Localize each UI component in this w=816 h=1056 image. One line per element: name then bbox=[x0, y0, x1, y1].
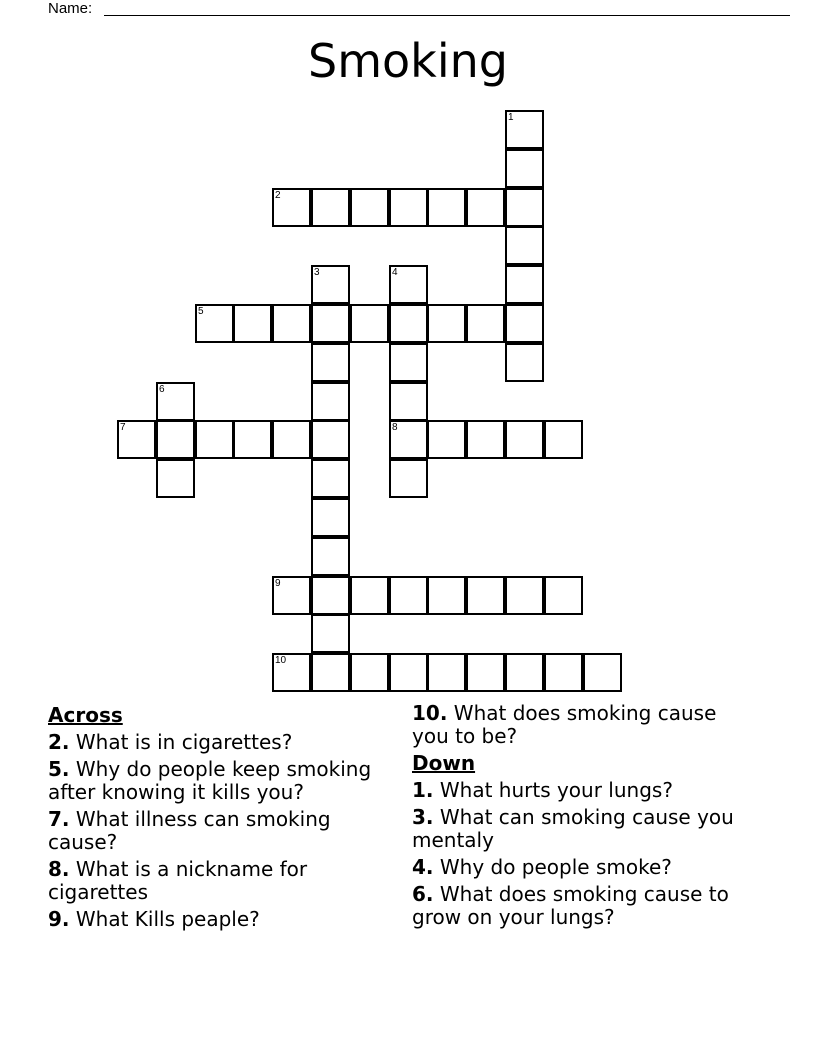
grid-cell[interactable] bbox=[311, 304, 350, 343]
cell-number: 3 bbox=[314, 267, 320, 278]
cell-number: 9 bbox=[275, 578, 281, 589]
grid-cell[interactable] bbox=[505, 420, 544, 459]
cell-number: 7 bbox=[120, 422, 126, 433]
grid-cell[interactable] bbox=[583, 653, 622, 692]
grid-cell[interactable] bbox=[311, 576, 350, 615]
grid-cell[interactable] bbox=[233, 420, 272, 459]
grid-cell[interactable] bbox=[505, 653, 544, 692]
grid-cell[interactable] bbox=[389, 459, 428, 498]
grid-cell[interactable] bbox=[466, 576, 505, 615]
clue-across-9 bbox=[48, 908, 383, 931]
grid-cell[interactable] bbox=[350, 653, 389, 692]
clue-text: Why do people keep smoking after knowing it kills you? bbox=[48, 757, 372, 804]
clue-number: 8. bbox=[48, 857, 70, 881]
clue-down-4 bbox=[412, 856, 757, 879]
grid-cell[interactable] bbox=[505, 149, 544, 188]
grid-cell[interactable] bbox=[156, 382, 195, 421]
grid-cell[interactable] bbox=[427, 304, 466, 343]
grid-cell[interactable] bbox=[311, 614, 350, 653]
clue-across-5 bbox=[48, 758, 383, 804]
cell-number: 5 bbox=[198, 306, 204, 317]
grid-cell[interactable] bbox=[427, 576, 466, 615]
grid-cell[interactable] bbox=[427, 420, 466, 459]
grid-cell[interactable] bbox=[389, 576, 428, 615]
cell-number: 2 bbox=[275, 190, 281, 201]
grid-cell[interactable] bbox=[389, 188, 428, 227]
grid-cell[interactable] bbox=[311, 382, 350, 421]
across-heading: Across bbox=[48, 703, 123, 727]
grid-cell[interactable] bbox=[311, 537, 350, 576]
clue-across-8 bbox=[48, 858, 383, 904]
clue-number: 5. bbox=[48, 757, 70, 781]
down-heading: Down bbox=[412, 751, 476, 775]
grid-cell[interactable] bbox=[427, 653, 466, 692]
grid-cell[interactable] bbox=[311, 653, 350, 692]
grid-cell[interactable] bbox=[505, 343, 544, 382]
cell-number: 1 bbox=[508, 112, 514, 123]
grid-cell[interactable] bbox=[311, 265, 350, 304]
cell-number: 8 bbox=[392, 422, 398, 433]
grid-cell[interactable] bbox=[389, 304, 428, 343]
clue-text: What illness can smoking cause? bbox=[48, 807, 331, 854]
grid-cell[interactable] bbox=[311, 459, 350, 498]
grid-cell[interactable] bbox=[466, 420, 505, 459]
grid-cell[interactable] bbox=[544, 420, 583, 459]
grid-cell[interactable] bbox=[389, 382, 428, 421]
grid-cell[interactable] bbox=[466, 304, 505, 343]
grid-cell[interactable] bbox=[350, 188, 389, 227]
page-title: Smoking bbox=[308, 34, 508, 88]
grid-cell[interactable] bbox=[117, 420, 156, 459]
clue-number: 7. bbox=[48, 807, 70, 831]
grid-cell[interactable] bbox=[505, 110, 544, 149]
name-label: Name: bbox=[48, 0, 93, 17]
grid-cell[interactable] bbox=[311, 188, 350, 227]
clue-text: What hurts your lungs? bbox=[439, 778, 673, 802]
grid-cell[interactable] bbox=[156, 420, 195, 459]
grid-cell[interactable] bbox=[544, 653, 583, 692]
clue-across-7 bbox=[48, 808, 383, 854]
grid-cell[interactable] bbox=[272, 304, 311, 343]
cell-number: 4 bbox=[392, 267, 398, 278]
grid-cell[interactable] bbox=[466, 188, 505, 227]
clue-text: What is a nickname for cigarettes bbox=[48, 857, 308, 904]
grid-cell[interactable] bbox=[505, 226, 544, 265]
grid-cell[interactable] bbox=[389, 653, 428, 692]
grid-cell[interactable] bbox=[427, 188, 466, 227]
clue-number: 4. bbox=[412, 855, 434, 879]
clue-number: 6. bbox=[412, 882, 434, 906]
grid-cell[interactable] bbox=[505, 576, 544, 615]
clue-text: What is in cigarettes? bbox=[75, 730, 293, 754]
grid-cell[interactable] bbox=[272, 420, 311, 459]
grid-cell[interactable] bbox=[195, 304, 234, 343]
clue-across-2 bbox=[48, 731, 383, 754]
clue-number: 2. bbox=[48, 730, 70, 754]
grid-cell[interactable] bbox=[389, 343, 428, 382]
clue-text: Why do people smoke? bbox=[439, 855, 672, 879]
clue-number: 1. bbox=[412, 778, 434, 802]
clues-left-column bbox=[48, 702, 383, 935]
clue-down-3 bbox=[412, 806, 757, 852]
clue-number: 9. bbox=[48, 907, 70, 931]
clue-text: What does smoking cause you to be? bbox=[412, 701, 717, 748]
grid-cell[interactable] bbox=[311, 498, 350, 537]
grid-cell[interactable] bbox=[233, 304, 272, 343]
clue-number: 10. bbox=[412, 701, 448, 725]
grid-cell[interactable] bbox=[389, 420, 428, 459]
grid-cell[interactable] bbox=[311, 343, 350, 382]
clues-right-column bbox=[412, 702, 757, 933]
clue-across-10 bbox=[412, 702, 757, 748]
grid-cell[interactable] bbox=[544, 576, 583, 615]
grid-cell[interactable] bbox=[350, 576, 389, 615]
grid-cell[interactable] bbox=[466, 653, 505, 692]
grid-cell[interactable] bbox=[505, 265, 544, 304]
grid-cell[interactable] bbox=[272, 653, 311, 692]
clue-down-6 bbox=[412, 883, 757, 929]
clue-number: 3. bbox=[412, 805, 434, 829]
grid-cell[interactable] bbox=[272, 188, 311, 227]
clue-text: What does smoking cause to grow on your lungs? bbox=[412, 882, 729, 929]
cell-number: 10 bbox=[275, 655, 287, 666]
grid-cell[interactable] bbox=[156, 459, 195, 498]
cell-number: 6 bbox=[159, 384, 165, 395]
grid-cell[interactable] bbox=[505, 304, 544, 343]
grid-cell[interactable] bbox=[311, 420, 350, 459]
clue-down-1 bbox=[412, 779, 757, 802]
grid-cell[interactable] bbox=[195, 420, 234, 459]
grid-cell[interactable] bbox=[350, 304, 389, 343]
grid-cell[interactable] bbox=[389, 265, 428, 304]
clue-text: What Kills peaple? bbox=[75, 907, 260, 931]
clue-text: What can smoking cause you mentaly bbox=[412, 805, 734, 852]
grid-cell[interactable] bbox=[272, 576, 311, 615]
grid-cell[interactable] bbox=[505, 188, 544, 227]
